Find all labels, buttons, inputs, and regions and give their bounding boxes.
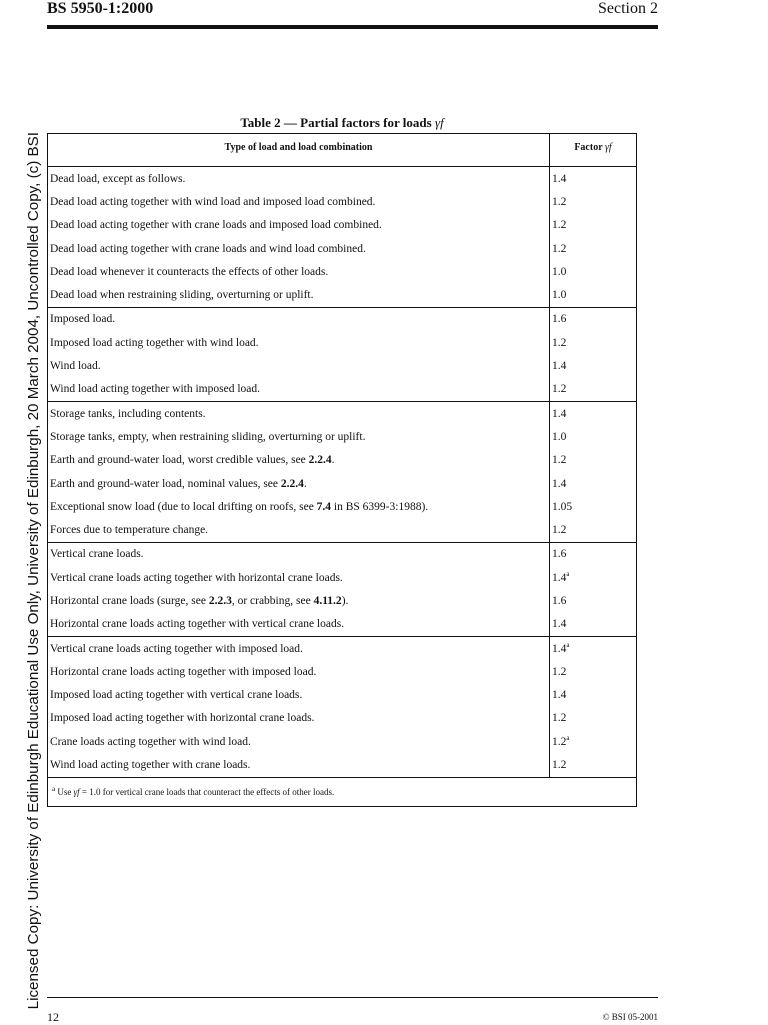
factor-value: 1.4: [552, 477, 567, 490]
table-row: [48, 660, 637, 683]
load-text: .: [331, 454, 335, 467]
load-text: ).: [341, 594, 349, 607]
load-text: Dead load acting together with crane loads and imposed load combined.: [50, 219, 382, 232]
factor-value: 1.2: [552, 242, 567, 255]
load-text: Earth and ground-water load, nominal values, see: [50, 477, 281, 490]
table-row: [48, 214, 637, 237]
load-text: Horizontal crane loads (surge, see: [50, 594, 209, 607]
table-row: [48, 167, 637, 191]
factor-value: 1.2: [552, 665, 567, 678]
license-watermark: Licensed Copy: University of Edinburgh Educational Use Only, University of Edinburgh, 20 March 2004, Uncontrolled Copy, (c) BSI: [25, 132, 42, 1010]
factor-value: 1.6: [552, 548, 567, 561]
table-title: [47, 115, 637, 131]
load-text: Crane loads acting together with wind load.: [50, 735, 251, 748]
table-row: [48, 542, 637, 566]
load-text: Exceptional snow load (due to local drifting on roofs, see: [50, 500, 317, 513]
table-row: [48, 589, 637, 612]
load-cell: [48, 518, 550, 542]
table-header-row: [48, 134, 637, 167]
column-header-factor-symbol: γf: [604, 142, 612, 153]
load-text: Vertical crane loads.: [50, 548, 144, 561]
table-title-text: Table 2 — Partial factors for loads: [240, 115, 432, 130]
table-row: [48, 730, 637, 753]
factor-note-marker: a: [566, 569, 570, 578]
load-text: Vertical crane loads acting together with horizontal crane loads.: [50, 571, 343, 584]
factor-cell: [550, 331, 637, 354]
factor-cell: [550, 190, 637, 213]
header-standard: BS 5950-1:2000: [47, 0, 154, 17]
factor-cell: [550, 354, 637, 377]
factor-value: 1.4: [552, 689, 567, 702]
load-text: Vertical crane loads acting together with imposed load.: [50, 642, 303, 655]
load-cell: [48, 660, 550, 683]
column-header-factor: [550, 134, 637, 167]
table-row: [48, 472, 637, 495]
factor-cell: [550, 495, 637, 518]
footnote-row: [48, 777, 637, 806]
load-cell: [48, 542, 550, 566]
load-cell: [48, 449, 550, 472]
partial-factors-table: [47, 133, 637, 807]
page-number: 12: [47, 1010, 59, 1024]
table-row: [48, 613, 637, 637]
factor-value: 1.0: [552, 265, 567, 278]
load-cell: [48, 636, 550, 660]
load-text: Imposed load acting together with wind load.: [50, 336, 259, 349]
load-text: Forces due to temperature change.: [50, 524, 209, 537]
factor-value: 1.6: [552, 313, 567, 326]
load-text: , or crabbing, see: [231, 594, 314, 607]
load-text: .: [303, 477, 307, 490]
factor-cell: [550, 518, 637, 542]
table-row: [48, 354, 637, 377]
footnote-symbol: γf: [73, 786, 80, 797]
header-section: Section 2: [598, 0, 658, 17]
table-row: [48, 190, 637, 213]
factor-value: 1.2: [552, 712, 567, 725]
column-header-factor-label: Factor: [574, 142, 603, 153]
load-text: Dead load whenever it counteracts the effects of other loads.: [50, 265, 329, 278]
table-row: [48, 378, 637, 402]
factor-value: 1.2: [552, 454, 567, 467]
table-row: [48, 425, 637, 448]
copyright: © BSI 05-2001: [602, 1012, 658, 1022]
factor-value: 1.2: [552, 759, 567, 772]
factor-value: 1.2: [552, 735, 567, 748]
factor-value: 1.2: [552, 219, 567, 232]
load-cell: [48, 566, 550, 589]
table-row: [48, 495, 637, 518]
factor-value: 1.4: [552, 407, 567, 420]
factor-cell: [550, 401, 637, 425]
header-rule: [47, 25, 658, 29]
load-cell: [48, 190, 550, 213]
factor-cell: [550, 425, 637, 448]
table-row: [48, 237, 637, 260]
table-title-symbol: γf: [434, 115, 444, 130]
load-cell: [48, 354, 550, 377]
load-cell: [48, 730, 550, 753]
load-text: Imposed load.: [50, 313, 116, 326]
factor-cell: [550, 636, 637, 660]
load-cell: [48, 495, 550, 518]
load-text: Horizontal crane loads acting together with vertical crane loads.: [50, 618, 345, 631]
table-row: [48, 307, 637, 331]
table-row: [48, 331, 637, 354]
table-row: [48, 518, 637, 542]
factor-cell: [550, 707, 637, 730]
clause-reference: 4.11.2: [313, 594, 342, 607]
table-row: [48, 566, 637, 589]
load-cell: [48, 613, 550, 637]
load-cell: [48, 331, 550, 354]
clause-reference: 2.2.4: [280, 477, 304, 490]
factor-cell: [550, 260, 637, 283]
clause-reference: 2.2.3: [208, 594, 232, 607]
factor-value: 1.0: [552, 430, 567, 443]
factor-cell: [550, 214, 637, 237]
factor-value: 1.05: [552, 500, 573, 513]
footer-rule: [47, 997, 658, 998]
factor-cell: [550, 542, 637, 566]
load-cell: [48, 237, 550, 260]
factor-cell: [550, 472, 637, 495]
factor-value: 1.4: [552, 642, 567, 655]
load-text: Dead load acting together with crane loads and wind load combined.: [50, 242, 366, 255]
factor-cell: [550, 378, 637, 402]
load-text: Wind load acting together with crane loads.: [50, 759, 251, 772]
factor-cell: [550, 566, 637, 589]
factor-cell: [550, 660, 637, 683]
footnote: [48, 777, 637, 806]
load-text: Imposed load acting together with vertical crane loads.: [50, 689, 303, 702]
load-text: Dead load when restraining sliding, overturning or uplift.: [50, 289, 314, 302]
table-row: [48, 753, 637, 777]
load-text: Earth and ground-water load, worst credible values, see: [50, 454, 309, 467]
load-cell: [48, 214, 550, 237]
table-row: [48, 449, 637, 472]
table-row: [48, 684, 637, 707]
table-row: [48, 707, 637, 730]
load-cell: [48, 684, 550, 707]
table-row: [48, 401, 637, 425]
load-cell: [48, 589, 550, 612]
factor-cell: [550, 307, 637, 331]
load-text: in BS 6399-3:1988).: [331, 500, 429, 513]
factor-value: 1.2: [552, 524, 567, 537]
factor-value: 1.4: [552, 571, 567, 584]
footnote-post: = 1.0 for vertical crane loads that counteract the effects of other loads.: [79, 786, 335, 797]
factor-value: 1.2: [552, 195, 567, 208]
factor-cell: [550, 167, 637, 191]
clause-reference: 7.4: [316, 500, 332, 513]
load-cell: [48, 401, 550, 425]
factor-cell: [550, 283, 637, 307]
load-text: Dead load acting together with wind load and imposed load combined.: [50, 195, 376, 208]
load-cell: [48, 472, 550, 495]
load-text: Imposed load acting together with horizontal crane loads.: [50, 712, 315, 725]
load-cell: [48, 307, 550, 331]
load-text: Wind load.: [50, 360, 101, 373]
footnote-marker: a: [52, 784, 56, 793]
factor-value: 1.4: [552, 172, 567, 185]
factor-note-marker: a: [566, 640, 570, 649]
table-row: [48, 636, 637, 660]
load-cell: [48, 707, 550, 730]
factor-value: 1.4: [552, 618, 567, 631]
factor-cell: [550, 613, 637, 637]
factor-value: 1.2: [552, 336, 567, 349]
load-text: Dead load, except as follows.: [50, 172, 186, 185]
load-cell: [48, 425, 550, 448]
load-cell: [48, 378, 550, 402]
factor-cell: [550, 730, 637, 753]
load-cell: [48, 283, 550, 307]
load-text: Storage tanks, including contents.: [50, 407, 206, 420]
load-text: Wind load acting together with imposed load.: [50, 383, 261, 396]
factor-value: 1.2: [552, 383, 567, 396]
table-row: [48, 283, 637, 307]
factor-value: 1.0: [552, 289, 567, 302]
factor-note-marker: a: [566, 733, 570, 742]
factor-cell: [550, 589, 637, 612]
factor-cell: [550, 753, 637, 777]
load-text: Storage tanks, empty, when restraining sliding, overturning or uplift.: [50, 430, 366, 443]
clause-reference: 2.2.4: [308, 454, 332, 467]
factor-cell: [550, 684, 637, 707]
load-cell: [48, 167, 550, 191]
load-cell: [48, 260, 550, 283]
load-cell: [48, 753, 550, 777]
factor-value: 1.4: [552, 360, 567, 373]
factor-value: 1.6: [552, 594, 567, 607]
factor-cell: [550, 237, 637, 260]
load-text: Horizontal crane loads acting together with imposed load.: [50, 665, 317, 678]
factor-cell: [550, 449, 637, 472]
table-row: [48, 260, 637, 283]
column-header-load: Type of load and load combination: [48, 134, 550, 167]
footnote-pre: Use: [57, 786, 74, 797]
